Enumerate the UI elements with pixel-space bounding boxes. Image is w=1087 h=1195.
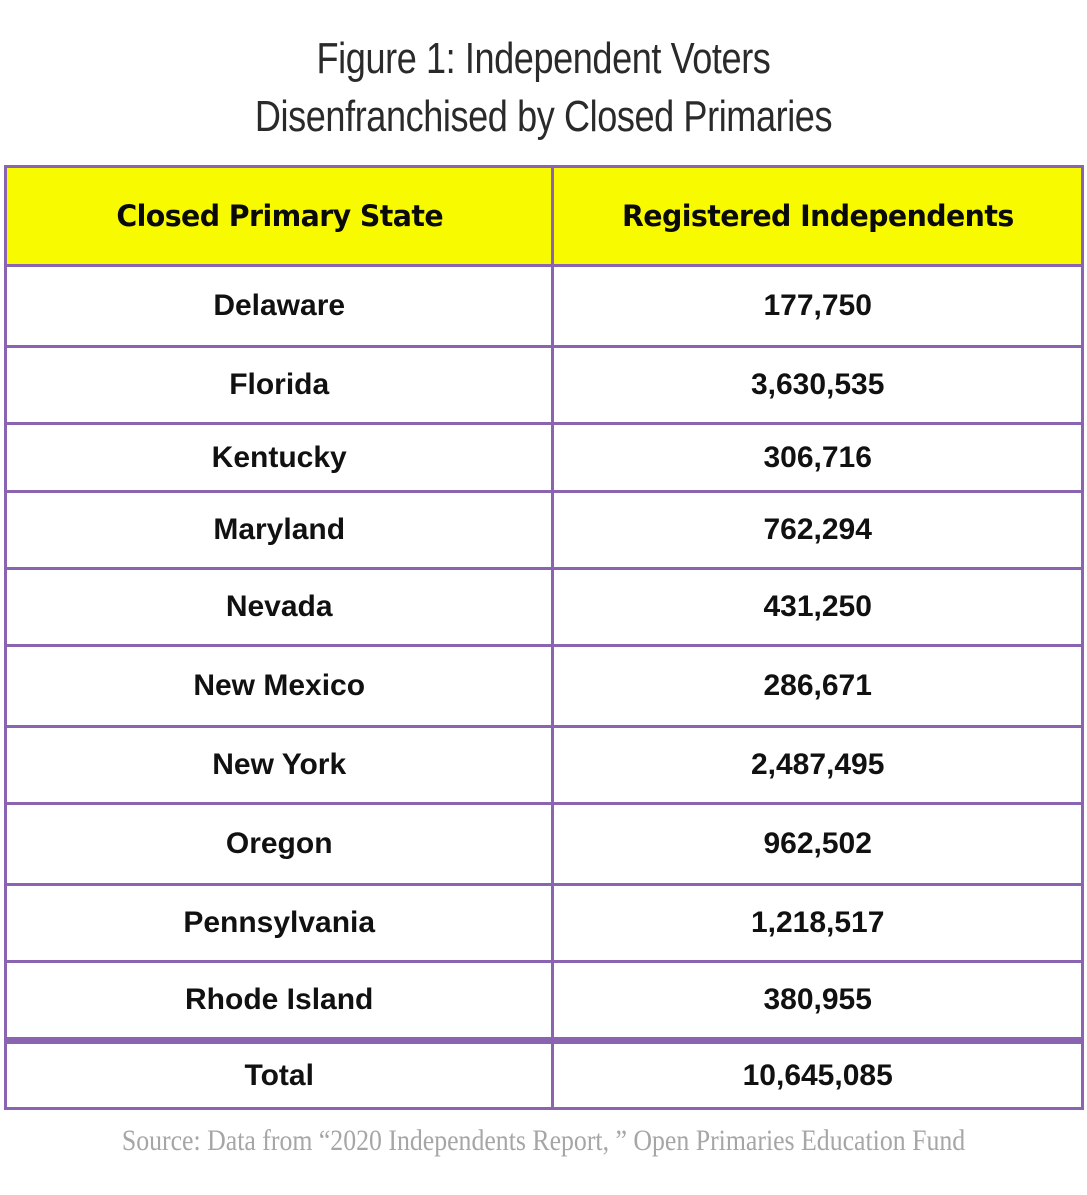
state-cell: Florida [6,347,553,424]
independents-cell: 431,250 [553,569,1083,646]
total-label: Total [6,1041,553,1109]
independents-cell: 286,671 [553,646,1083,727]
independents-cell: 306,716 [553,424,1083,492]
state-cell: Nevada [6,569,553,646]
state-cell: New Mexico [6,646,553,727]
state-cell: Pennsylvania [6,885,553,962]
table-row [6,266,1083,347]
table-row [6,492,1083,569]
total-row [6,1041,1083,1109]
table-row [6,646,1083,727]
independents-cell: 177,750 [553,266,1083,347]
table-row [6,727,1083,804]
title-line-2: Disenfranchised by Closed Primaries [254,92,833,141]
independents-cell: 1,218,517 [553,885,1083,962]
state-cell: Rhode Island [6,962,553,1041]
independents-cell: 3,630,535 [553,347,1083,424]
column-header-independents: Registered Independents [553,167,1083,266]
state-cell: Oregon [6,804,553,885]
independents-cell: 962,502 [553,804,1083,885]
figure-title [98,30,989,146]
table-row [6,962,1083,1041]
header-row [6,167,1083,266]
table-row [6,347,1083,424]
state-cell: New York [6,727,553,804]
independents-cell: 2,487,495 [553,727,1083,804]
state-cell: Kentucky [6,424,553,492]
table-row [6,885,1083,962]
independents-table [4,165,1084,1110]
state-cell: Maryland [6,492,553,569]
total-value: 10,645,085 [553,1041,1083,1109]
column-header-state: Closed Primary State [6,167,553,266]
independents-cell: 380,955 [553,962,1083,1041]
independents-cell: 762,294 [553,492,1083,569]
table-row [6,424,1083,492]
source-note: Source: Data from “2020 Independents Report, ” Open Primaries Education Fund [121,1124,966,1157]
table-row [6,804,1083,885]
title-line-1: Figure 1: Independent Voters [316,34,771,83]
table-row [6,569,1083,646]
state-cell: Delaware [6,266,553,347]
